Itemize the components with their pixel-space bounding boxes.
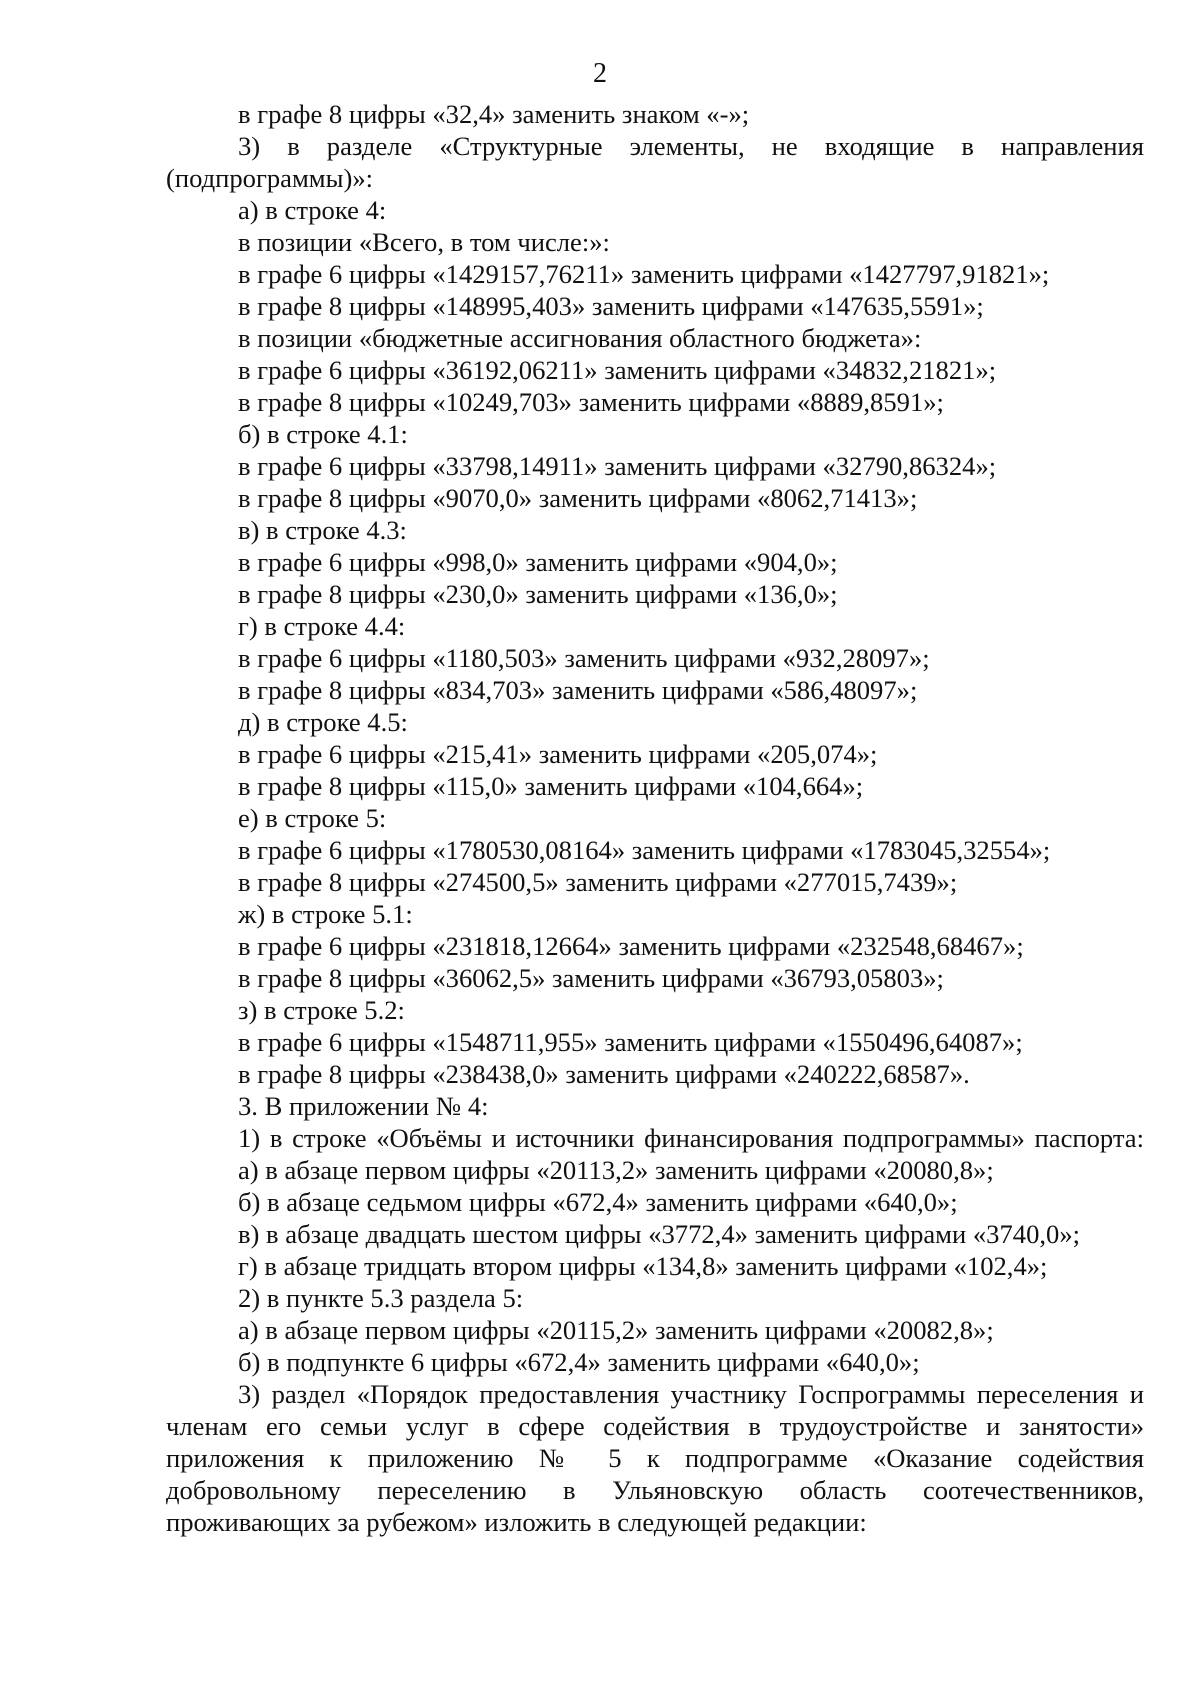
paragraph: в графе 8 цифры «274500,5» заменить цифрами «277015,7439»;	[238, 867, 958, 897]
paragraph: в позиции «Всего, в том числе:»:	[238, 227, 610, 257]
paragraph: в графе 6 цифры «1429157,76211» заменить цифрами «1427797,91821»;	[238, 259, 1050, 289]
page-number: 2	[593, 58, 607, 89]
paragraph: в графе 6 цифры «231818,12664» заменить цифрами «232548,68467»;	[238, 931, 1024, 961]
paragraph: г) в строке 4.4:	[238, 611, 406, 641]
paragraph: 1) в строке «Объёмы и источники финансирования подпрограммы» паспорта:	[238, 1123, 1144, 1153]
paragraph: в графе 6 цифры «998,0» заменить цифрами «904,0»;	[238, 547, 838, 577]
paragraph: в графе 8 цифры «238438,0» заменить цифрами «240222,68587».	[238, 1059, 970, 1089]
paragraph: в графе 8 цифры «10249,703» заменить цифрами «8889,8591»;	[238, 387, 944, 417]
paragraph: в графе 8 цифры «148995,403» заменить цифрами «147635,5591»;	[238, 291, 984, 321]
paragraph: в графе 8 цифры «230,0» заменить цифрами «136,0»;	[238, 579, 838, 609]
paragraph: в графе 8 цифры «36062,5» заменить цифрами «36793,05803»;	[238, 963, 944, 993]
document-body	[166, 98, 1144, 1538]
paragraph: в графе 6 цифры «1548711,955» заменить цифрами «1550496,64087»;	[238, 1027, 1023, 1057]
paragraph: б) в строке 4.1:	[238, 419, 408, 449]
paragraph: в графе 6 цифры «1780530,08164» заменить цифрами «1783045,32554»;	[238, 835, 1051, 865]
paragraph: з) в строке 5.2:	[238, 995, 405, 1025]
paragraph: 3) раздел «Порядок предоставления участнику Госпрограммы переселения и членам его семьи услуг в сфере содействия в трудоустройстве и занятости» приложения к приложению № 5 к подпрограмме «Оказание содействия добровольному переселению в Ульяновскую область соотечественников, проживающих за рубежом» изложить в следующей редакции:	[166, 1379, 1144, 1537]
paragraph: в графе 8 цифры «32,4» заменить знаком «-»;	[238, 99, 750, 129]
paragraph: в) в строке 4.3:	[238, 515, 407, 545]
paragraph: 2) в пункте 5.3 раздела 5:	[238, 1283, 524, 1313]
paragraph: 3. В приложении № 4:	[238, 1091, 489, 1121]
paragraph: в графе 8 цифры «834,703» заменить цифрами «586,48097»;	[238, 675, 918, 705]
paragraph: ж) в строке 5.1:	[238, 899, 413, 929]
paragraph: а) в абзаце первом цифры «20115,2» заменить цифрами «20082,8»;	[238, 1315, 994, 1345]
paragraph: в графе 8 цифры «9070,0» заменить цифрами «8062,71413»;	[238, 483, 918, 513]
paragraph: в) в абзаце двадцать шестом цифры «3772,4» заменить цифрами «3740,0»;	[238, 1219, 1081, 1249]
paragraph: г) в абзаце тридцать втором цифры «134,8» заменить цифрами «102,4»;	[238, 1251, 1048, 1281]
paragraph: в графе 6 цифры «33798,14911» заменить цифрами «32790,86324»;	[238, 451, 997, 481]
paragraph: а) в абзаце первом цифры «20113,2» заменить цифрами «20080,8»;	[238, 1155, 994, 1185]
paragraph: в графе 8 цифры «115,0» заменить цифрами «104,664»;	[238, 771, 864, 801]
paragraph: в позиции «бюджетные ассигнования областного бюджета»:	[238, 323, 922, 353]
paragraph: е) в строке 5:	[238, 803, 387, 833]
paragraph: б) в абзаце седьмом цифры «672,4» заменить цифрами «640,0»;	[238, 1187, 958, 1217]
paragraph: 3) в разделе «Структурные элементы, не входящие в направления (подпрограммы)»:	[166, 131, 1144, 193]
paragraph: д) в строке 4.5:	[238, 707, 408, 737]
paragraph: б) в подпункте 6 цифры «672,4» заменить цифрами «640,0»;	[238, 1347, 920, 1377]
paragraph: а) в строке 4:	[238, 195, 387, 225]
paragraph: в графе 6 цифры «1180,503» заменить цифрами «932,28097»;	[238, 643, 930, 673]
paragraph: в графе 6 цифры «215,41» заменить цифрами «205,074»;	[238, 739, 878, 769]
paragraph: в графе 6 цифры «36192,06211» заменить цифрами «34832,21821»;	[238, 355, 997, 385]
